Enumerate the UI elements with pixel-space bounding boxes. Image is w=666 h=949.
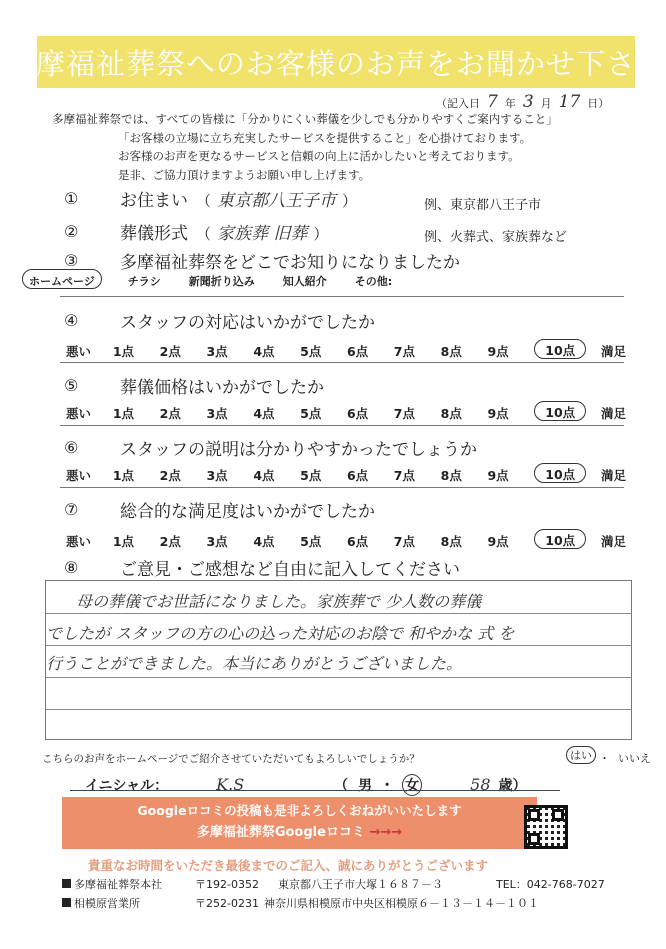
question-staff-explanation — [64, 435, 477, 460]
option-acquaintance[interactable]: 知人紹介 — [282, 275, 327, 288]
option-flyer[interactable]: チラシ — [127, 275, 161, 288]
entry-month-unit: 月 — [540, 97, 552, 110]
address-answer: 東京都八王子市 — [217, 191, 337, 211]
rating-3[interactable]: 3点 — [206, 344, 228, 359]
intro-line: 「お客様の立場に立ち充実したサービスを提供すること」を心掛けております。 — [118, 130, 532, 145]
gender-male[interactable]: 男 — [358, 778, 373, 794]
qr-code-icon[interactable] — [524, 805, 568, 849]
address-answer-field[interactable]: （ 東京都八王子市 ） — [196, 191, 358, 211]
rating-9[interactable]: 9点 — [487, 534, 509, 549]
publish-consent-question: こちらのお声をホームページでご紹介させていただいてもよろしいでしょうか？ — [42, 753, 420, 765]
gender-separator: ・ — [380, 778, 395, 794]
rating-5[interactable]: 5点 — [300, 534, 322, 549]
rating-high-label: 満足 — [600, 534, 626, 549]
question-label: 葬儀価格はいかがでしたか — [120, 378, 324, 398]
rating-2[interactable]: 2点 — [159, 406, 181, 421]
google-review-link[interactable]: 多摩福祉葬祭Googleロコミ — [196, 825, 365, 840]
google-review-link-row[interactable] — [62, 821, 537, 840]
section-divider — [60, 425, 624, 426]
rating-5[interactable]: 5点 — [300, 344, 322, 359]
ruled-line — [46, 677, 631, 678]
age-value[interactable]: 58 — [470, 775, 491, 794]
main-office-address: 東京都八王子市大塚１６８７－３ — [278, 878, 443, 891]
rating-scale-overall-satisfaction — [66, 532, 626, 550]
intro-text — [52, 110, 624, 184]
square-bullet-icon — [62, 879, 71, 888]
comment-line-2: でしたが スタッフの方の心の込った対応のお陰で 和やかな 式 を — [46, 624, 515, 643]
comment-textarea[interactable] — [45, 580, 632, 740]
rating-3[interactable]: 3点 — [206, 534, 228, 549]
rating-2[interactable]: 2点 — [159, 344, 181, 359]
qr-finder — [552, 809, 564, 821]
entry-day-value[interactable]: 17 — [558, 92, 581, 112]
option-other[interactable]: その他: — [354, 275, 393, 288]
option-homepage[interactable]: ホームページ — [22, 269, 102, 289]
age-unit: 歳） — [498, 778, 527, 794]
funeral-type-answer: 家族葬 旧葬 — [217, 224, 308, 244]
main-office-name: 多摩福祉葬祭本社 — [74, 878, 162, 891]
entry-date-label: （記入日 — [436, 97, 480, 110]
rating-6[interactable]: 6点 — [346, 406, 369, 421]
rating-8[interactable]: 8点 — [440, 468, 462, 483]
gender-open-paren: （ — [334, 778, 349, 794]
ruled-line — [46, 645, 631, 646]
ruled-line — [46, 709, 631, 710]
section-divider — [60, 362, 624, 363]
entry-year-unit: 年 — [504, 97, 516, 110]
entry-year-value[interactable]: 7 — [487, 92, 498, 112]
rating-9[interactable]: 9点 — [487, 468, 509, 483]
rating-scale-funeral-price — [66, 404, 626, 422]
form-title-banner: 多摩福祉葬祭へのお客様のお声をお聞かせ下さい — [37, 36, 635, 88]
footer-branch-office — [62, 895, 140, 911]
rating-10-selected[interactable]: 10点 — [534, 463, 586, 483]
question-overall-satisfaction — [64, 497, 375, 522]
rating-6[interactable]: 6点 — [346, 534, 369, 549]
funeral-type-example: 例、火葬式、家族葬など — [424, 230, 568, 245]
entry-date — [436, 92, 609, 112]
branch-office-name: 相模原営業所 — [74, 897, 140, 910]
rating-low-label: 悪い — [66, 468, 92, 483]
question-number: ⑦ — [64, 500, 79, 519]
entry-day-unit: 日） — [587, 97, 610, 110]
main-office-tel: TEL：042-768-7027 — [496, 878, 605, 891]
rating-5[interactable]: 5点 — [300, 468, 322, 483]
address-example: 例、東京都八王子市 — [424, 198, 542, 213]
rating-9[interactable]: 9点 — [487, 344, 509, 359]
rating-2[interactable]: 2点 — [159, 468, 181, 483]
question-referral-source — [64, 248, 460, 273]
rating-6[interactable]: 6点 — [346, 468, 369, 483]
question-label: ご意見・ご感想など自由に記入してください — [120, 560, 460, 580]
question-label: お住まい — [120, 191, 188, 211]
question-comments — [64, 555, 460, 580]
google-review-request: Googleロコミの投稿も是非よろしくおねがいいたします — [137, 803, 462, 818]
rating-scale-staff-explanation — [66, 466, 626, 484]
qr-finder — [528, 809, 540, 821]
question-label: 葬儀形式 — [120, 224, 188, 244]
initial-underline — [70, 790, 560, 791]
rating-6[interactable]: 6点 — [346, 344, 369, 359]
question-address — [64, 186, 357, 211]
question-number: ⑥ — [64, 438, 79, 457]
question-label: スタッフの対応はいかがでしたか — [120, 313, 375, 333]
question-label: 総合的な満足度はいかがでしたか — [120, 502, 375, 522]
consent-no[interactable]: いいえ — [618, 752, 651, 765]
section-divider — [60, 296, 624, 297]
rating-8[interactable]: 8点 — [440, 406, 462, 421]
option-newspaper-insert[interactable]: 新聞折り込み — [188, 275, 255, 288]
branch-office-postal: 〒252-0231 — [195, 897, 259, 910]
qr-finder — [528, 833, 540, 845]
entry-month-value[interactable]: 3 — [522, 92, 534, 112]
rating-4[interactable]: 4点 — [253, 468, 275, 483]
rating-3[interactable]: 3点 — [206, 406, 228, 421]
intro-line: 是非、ご協力頂けますようお願い申し上げます。 — [118, 167, 371, 182]
square-bullet-icon — [62, 898, 71, 907]
rating-4[interactable]: 4点 — [253, 534, 275, 549]
referral-options — [22, 273, 420, 289]
rating-10-selected[interactable]: 10点 — [534, 529, 586, 549]
initial-row — [85, 774, 575, 796]
rating-low-label: 悪い — [66, 406, 92, 421]
question-number: ③ — [64, 251, 79, 270]
main-office-postal: 〒192-0352 — [195, 878, 259, 891]
rating-8[interactable]: 8点 — [440, 534, 462, 549]
question-staff-service — [64, 308, 375, 333]
rating-low-label: 悪い — [66, 344, 92, 359]
rating-2[interactable]: 2点 — [159, 534, 181, 549]
rating-7[interactable]: 7点 — [393, 534, 415, 549]
rating-1[interactable]: 1点 — [112, 406, 135, 421]
question-funeral-type — [64, 219, 328, 244]
question-number: ④ — [64, 311, 79, 330]
question-number: ⑧ — [64, 558, 79, 577]
comment-line-1: 母の葬儀でお世話になりました。家族葬で 少人数の葬儀 — [76, 592, 482, 611]
section-divider — [60, 487, 624, 488]
question-label: 多摩福祉葬祭をどこでお知りになりましたか — [120, 253, 460, 273]
initial-value[interactable]: K.S — [216, 775, 245, 794]
question-number: ② — [64, 222, 79, 241]
footer-main-office — [62, 876, 162, 892]
question-funeral-price — [64, 373, 324, 398]
intro-line: 多摩福祉葬祭では、すべての皆様に「分かりにくい葬儀を少しでも分かりやすくご案内すること」 — [52, 112, 558, 126]
rating-5[interactable]: 5点 — [300, 406, 322, 421]
arrow-right-icon: →→→ — [369, 825, 403, 840]
google-review-banner — [62, 797, 537, 849]
ruled-line — [46, 613, 631, 614]
rating-7[interactable]: 7点 — [393, 344, 415, 359]
rating-low-label: 悪い — [66, 534, 92, 549]
rating-1[interactable]: 1点 — [112, 344, 135, 359]
consent-separator: ・ — [599, 752, 610, 765]
rating-8[interactable]: 8点 — [440, 344, 462, 359]
consent-yes-selected[interactable]: はい — [566, 746, 596, 764]
initial-label: イニシャル： — [85, 778, 169, 794]
rating-10-selected[interactable]: 10点 — [534, 401, 586, 421]
rating-high-label: 満足 — [600, 468, 626, 483]
rating-high-label: 満足 — [600, 344, 626, 359]
question-number: ⑤ — [64, 376, 79, 395]
rating-4[interactable]: 4点 — [253, 344, 275, 359]
gender-female-selected[interactable]: 女 — [402, 774, 422, 796]
rating-scale-staff-service — [66, 342, 626, 360]
rating-4[interactable]: 4点 — [253, 406, 275, 421]
rating-9[interactable]: 9点 — [487, 406, 509, 421]
thank-you-message: 貴重なお時間をいただき最後までのご記入、誠にありがとうございます — [88, 858, 489, 873]
rating-1[interactable]: 1点 — [112, 534, 135, 549]
comment-line-3: 行うことができました。本当にありがとうございました。 — [46, 654, 463, 673]
branch-office-address: 神奈川県相模原市中央区相模原６－１３－１４－１０１ — [264, 897, 539, 910]
rating-high-label: 満足 — [600, 406, 626, 421]
rating-10-selected[interactable]: 10点 — [534, 339, 586, 359]
rating-7[interactable]: 7点 — [393, 468, 415, 483]
funeral-type-answer-field[interactable]: （ 家族葬 旧葬 ） — [196, 224, 329, 244]
rating-3[interactable]: 3点 — [206, 468, 228, 483]
rating-7[interactable]: 7点 — [393, 406, 415, 421]
rating-1[interactable]: 1点 — [112, 468, 135, 483]
intro-line: お客様のお声を更なるサービスと信頼の向上に活かしたいと考えております。 — [118, 149, 520, 163]
question-number: ① — [64, 189, 79, 208]
question-label: スタッフの説明は分かりやすかったでしょうか — [120, 440, 477, 460]
